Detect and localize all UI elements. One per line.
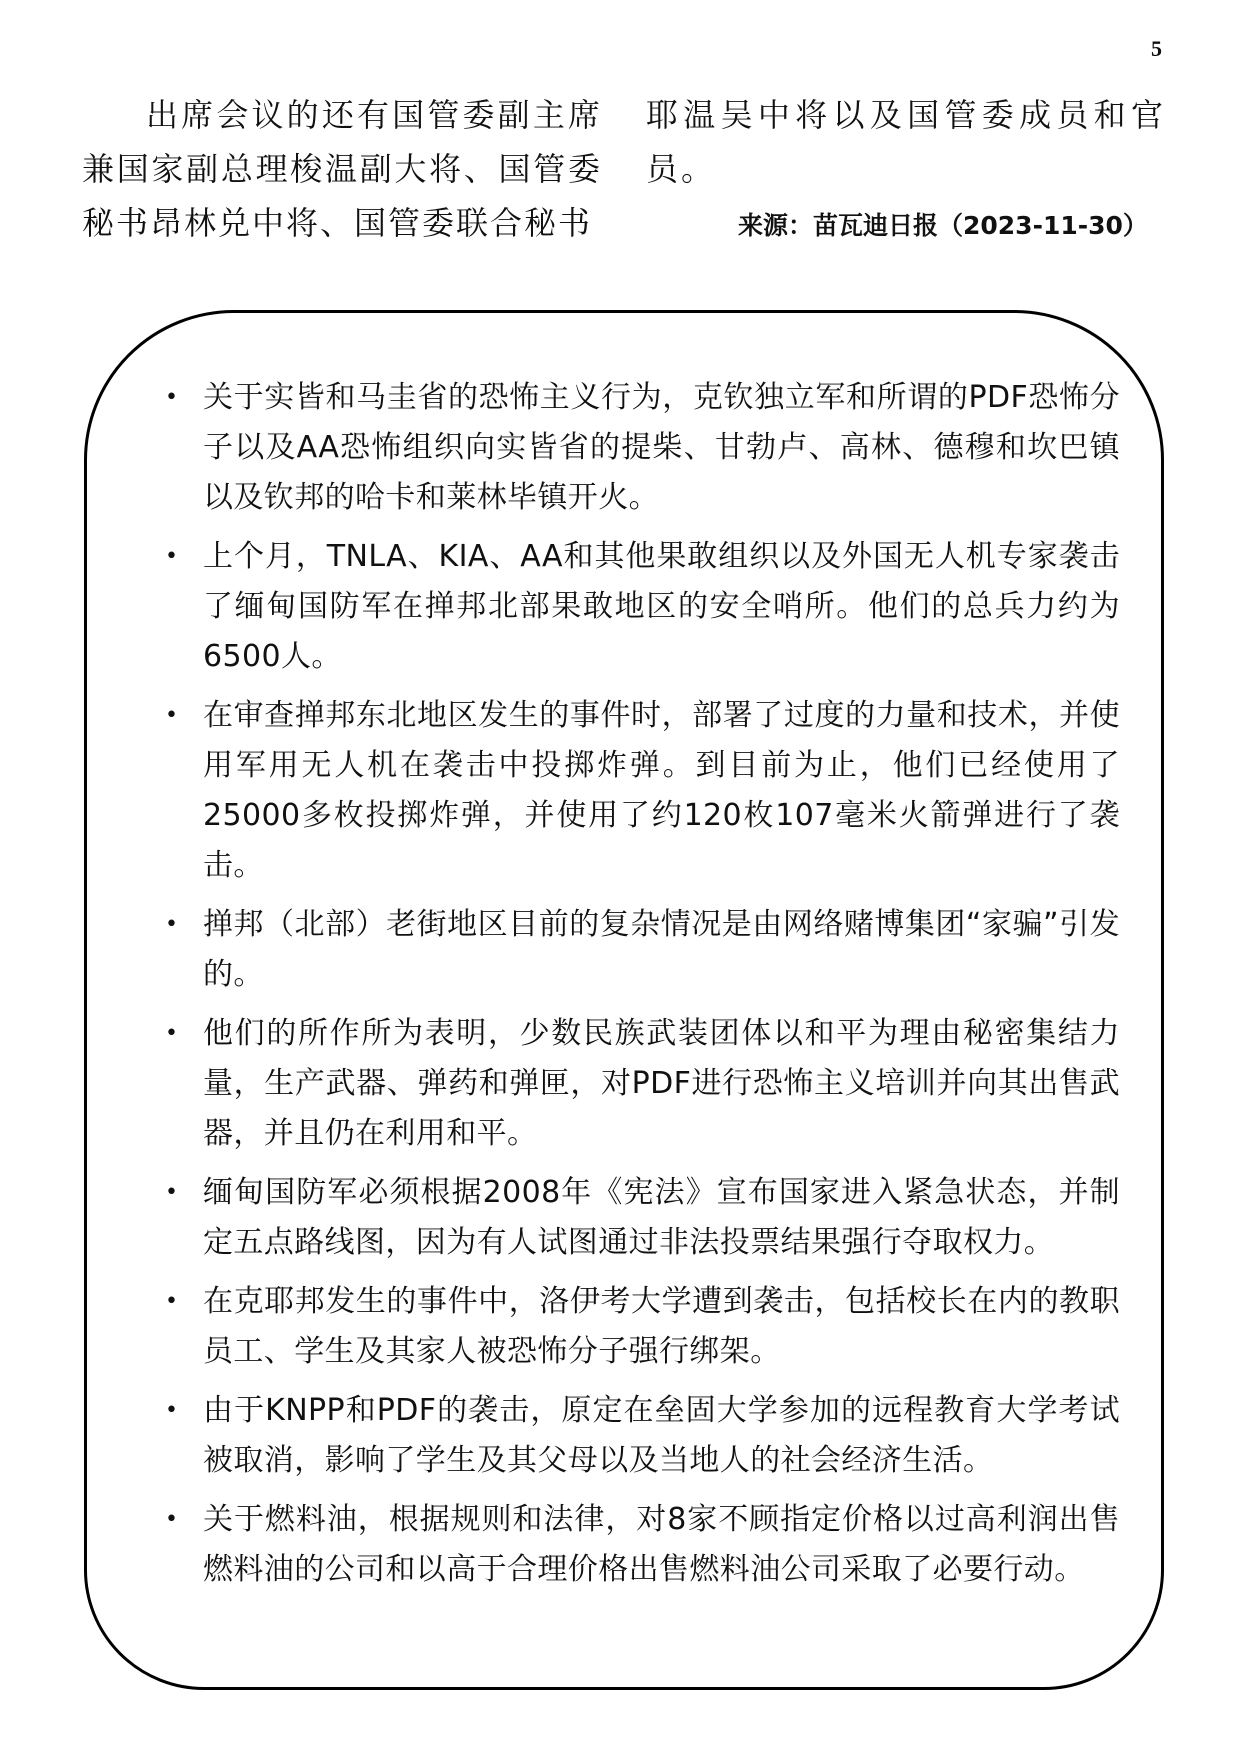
bullet-icon: •	[165, 544, 179, 569]
list-item-text: 在克耶邦发生的事件中，洛伊考大学遭到袭击，包括校长在内的教职员工、学生及其家人被恐怖分子强行绑架。	[203, 1284, 1120, 1369]
bullet-icon: •	[165, 1021, 179, 1046]
list-item	[165, 373, 1120, 523]
list-item-text: 缅甸国防军必须根据2008年《宪法》宣布国家进入紧急状态，并制定五点路线图，因为有人试图通过非法投票结果强行夺取权力。	[203, 1175, 1120, 1260]
list-item-text: 他们的所作所为表明，少数民族武装团体以和平为理由秘密集结力量，生产武器、弹药和弹匣，对PDF进行恐怖主义培训并向其出售武器，并且仍在利用和平。	[203, 1016, 1120, 1151]
bullet-icon: •	[165, 385, 179, 410]
list-item-text: 由于KNPP和PDF的袭击，原定在垒固大学参加的远程教育大学考试被取消，影响了学生及其父母以及当地人的社会经济生活。	[203, 1393, 1120, 1478]
list-item	[165, 1495, 1120, 1595]
list-item-text: 掸邦（北部）老街地区目前的复杂情况是由网络赌博集团“家骗”引发的。	[203, 907, 1120, 992]
list-item	[165, 1009, 1120, 1159]
list-item	[165, 1386, 1120, 1486]
summary-box	[84, 310, 1164, 1690]
article-paragraph-left: 出席会议的还有国管委副主席兼国家副总理梭温副大将、国管委秘书昂林兑中将、国管委联合秘书	[82, 96, 602, 242]
list-item-text: 在审查掸邦东北地区发生的事件时，部署了过度的力量和技术，并使用军用无人机在袭击中投掷炸弹。到目前为止，他们已经使用了25000多枚投掷炸弹，并使用了约120枚107毫米火箭弹进行了袭击。	[203, 698, 1120, 883]
bullet-list	[165, 373, 1120, 1604]
list-item	[165, 900, 1120, 1000]
list-item	[165, 1168, 1120, 1268]
source-citation: 来源：苗瓦迪日报（2023-11-30）	[738, 211, 1148, 240]
bullet-icon: •	[165, 1289, 179, 1314]
bullet-icon: •	[165, 703, 179, 728]
page-number: 5	[1151, 36, 1162, 61]
bullet-icon: •	[165, 1180, 179, 1205]
article-paragraph-right: 耶温吴中将以及国管委成员和官员。	[646, 96, 1166, 188]
list-item-text: 关于实皆和马圭省的恐怖主义行为，克钦独立军和所谓的PDF恐怖分子以及AA恐怖组织向实皆省的提柴、甘勃卢、高林、德穆和坎巴镇以及钦邦的哈卡和莱林毕镇开火。	[203, 380, 1120, 515]
bullet-icon: •	[165, 1507, 179, 1532]
list-item-text: 上个月，TNLA、KIA、AA和其他果敢组织以及外国无人机专家袭击了缅甸国防军在掸邦北部果敢地区的安全哨所。他们的总兵力约为6500人。	[203, 539, 1120, 674]
list-item	[165, 691, 1120, 891]
list-item	[165, 1277, 1120, 1377]
bullet-icon: •	[165, 1398, 179, 1423]
bullet-icon: •	[165, 912, 179, 937]
list-item-text: 关于燃料油，根据规则和法律，对8家不顾指定价格以过高利润出售燃料油的公司和以高于合理价格出售燃料油公司采取了必要行动。	[203, 1502, 1120, 1587]
list-item	[165, 532, 1120, 682]
